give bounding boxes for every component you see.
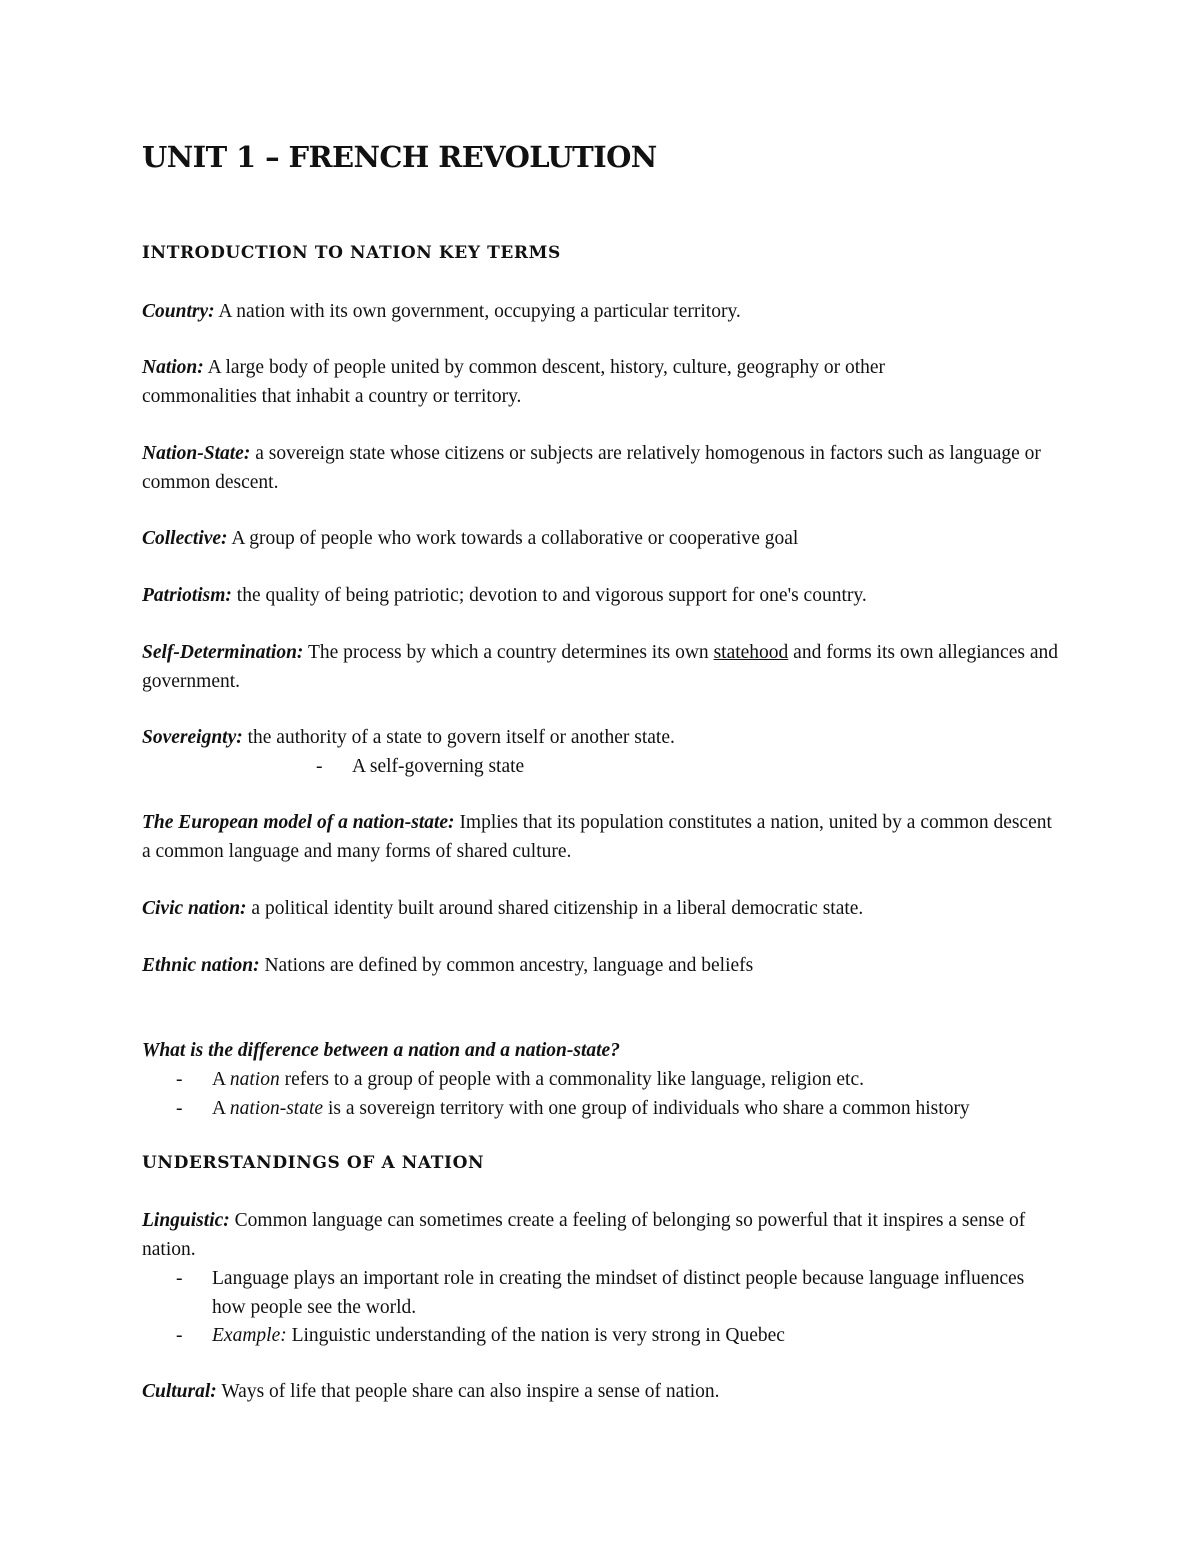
definition-text: A large body of people united by common descent, history, culture, geography or other commonalities that inhabit a country or territory. (142, 357, 886, 407)
emphasis-word: nation-state (229, 1098, 324, 1119)
emphasis-word: Example: (212, 1325, 287, 1346)
term-label: Country: (142, 301, 215, 322)
bullet-text-end: is a sovereign territory with one group of individuals who share a common history (323, 1098, 970, 1119)
definition-sovereignty (142, 723, 1062, 752)
bullet-text-end: refers to a group of people with a commonality like language, religion etc. (279, 1069, 865, 1090)
term-label: Linguistic: (142, 1210, 230, 1231)
definition-cultural (142, 1377, 1062, 1406)
term-label: Civic nation: (142, 898, 247, 919)
definition-text: the quality of being patriotic; devotion to and vigorous support for one's country. (231, 585, 867, 606)
definition-text: Common language can sometimes create a feeling of belonging so powerful that it inspires a sense of nation. (142, 1210, 1026, 1260)
definition-nation (142, 353, 1002, 411)
definition-nation-state (142, 439, 1062, 497)
definition-country (142, 297, 1062, 326)
term-label: Cultural: (142, 1381, 217, 1402)
emphasis-word: nation (229, 1069, 280, 1090)
definition-civic-nation (142, 894, 1062, 923)
bullet-dash: - (176, 1325, 183, 1346)
term-label: Nation: (142, 357, 204, 378)
list-item (176, 1094, 1076, 1123)
definition-linguistic (142, 1206, 1072, 1264)
section-heading-understandings: UNDERSTANDINGS OF A NATION (142, 1153, 485, 1173)
definition-self-determination (142, 638, 1062, 696)
list-item (176, 1264, 1056, 1322)
bullet-text (176, 1094, 1076, 1123)
list-item (316, 752, 524, 781)
definition-text: Ways of life that people share can also inspire a sense of nation. (216, 1381, 720, 1402)
term-label: Patriotism: (142, 585, 232, 606)
definition-text: The process by which a country determines its own (303, 642, 714, 663)
definition-text: Nations are defined by common ancestry, language and beliefs (259, 955, 754, 976)
section-heading-key-terms: INTRODUCTION TO NATION KEY TERMS (142, 243, 561, 263)
definition-patriotism (142, 581, 1062, 610)
definition-text: the authority of a state to govern itself or another state. (242, 727, 675, 748)
definition-european-model (142, 808, 1062, 866)
question-text: What is the difference between a nation and a nation-state? (142, 1040, 620, 1061)
definition-text-end: and forms its own allegiances and government. (142, 642, 1058, 692)
bullet-dash: - (316, 756, 323, 777)
bullet-text: Language plays an important role in creating the mindset of distinct people because language influences how people see the world. (212, 1268, 1025, 1318)
bullet-dash: - (176, 1069, 183, 1090)
definition-ethnic-nation (142, 951, 1062, 980)
bullet-dash: - (176, 1268, 183, 1289)
underlined-word: statehood (713, 642, 789, 663)
definition-text: a political identity built around shared citizenship in a liberal democratic state. (246, 898, 864, 919)
term-label: Self-Determination: (142, 642, 304, 663)
bullet-text-start: A (212, 1069, 230, 1090)
bullet-text-end: Linguistic understanding of the nation is very strong in Quebec (286, 1325, 785, 1346)
term-label: Collective: (142, 528, 228, 549)
page-title: UNIT 1 – FRENCH REVOLUTION (142, 140, 657, 174)
bullet-text-start: A (212, 1098, 230, 1119)
bullet-text (176, 1065, 1076, 1094)
definition-text: A nation with its own government, occupying a particular territory. (214, 301, 741, 322)
term-label: Nation-State: (142, 443, 251, 464)
list-item (176, 1321, 1056, 1350)
term-label: Sovereignty: (142, 727, 243, 748)
definition-text: A group of people who work towards a collaborative or cooperative goal (227, 528, 799, 549)
term-label: Ethnic nation: (142, 955, 260, 976)
bullet-dash: - (176, 1098, 183, 1119)
definition-text: Implies that its population constitutes a nation, united by a common descent a common language and many forms of shared culture. (142, 812, 1052, 862)
bullet-text (176, 1321, 1056, 1350)
definition-text: a sovereign state whose citizens or subjects are relatively homogenous in factors such as language or common descent. (142, 443, 1041, 493)
definition-collective (142, 524, 1062, 553)
question-heading (142, 1036, 1062, 1065)
bullet-text: A self-governing state (352, 756, 525, 777)
list-item (176, 1065, 1076, 1094)
term-label: The European model of a nation-state: (142, 812, 455, 833)
